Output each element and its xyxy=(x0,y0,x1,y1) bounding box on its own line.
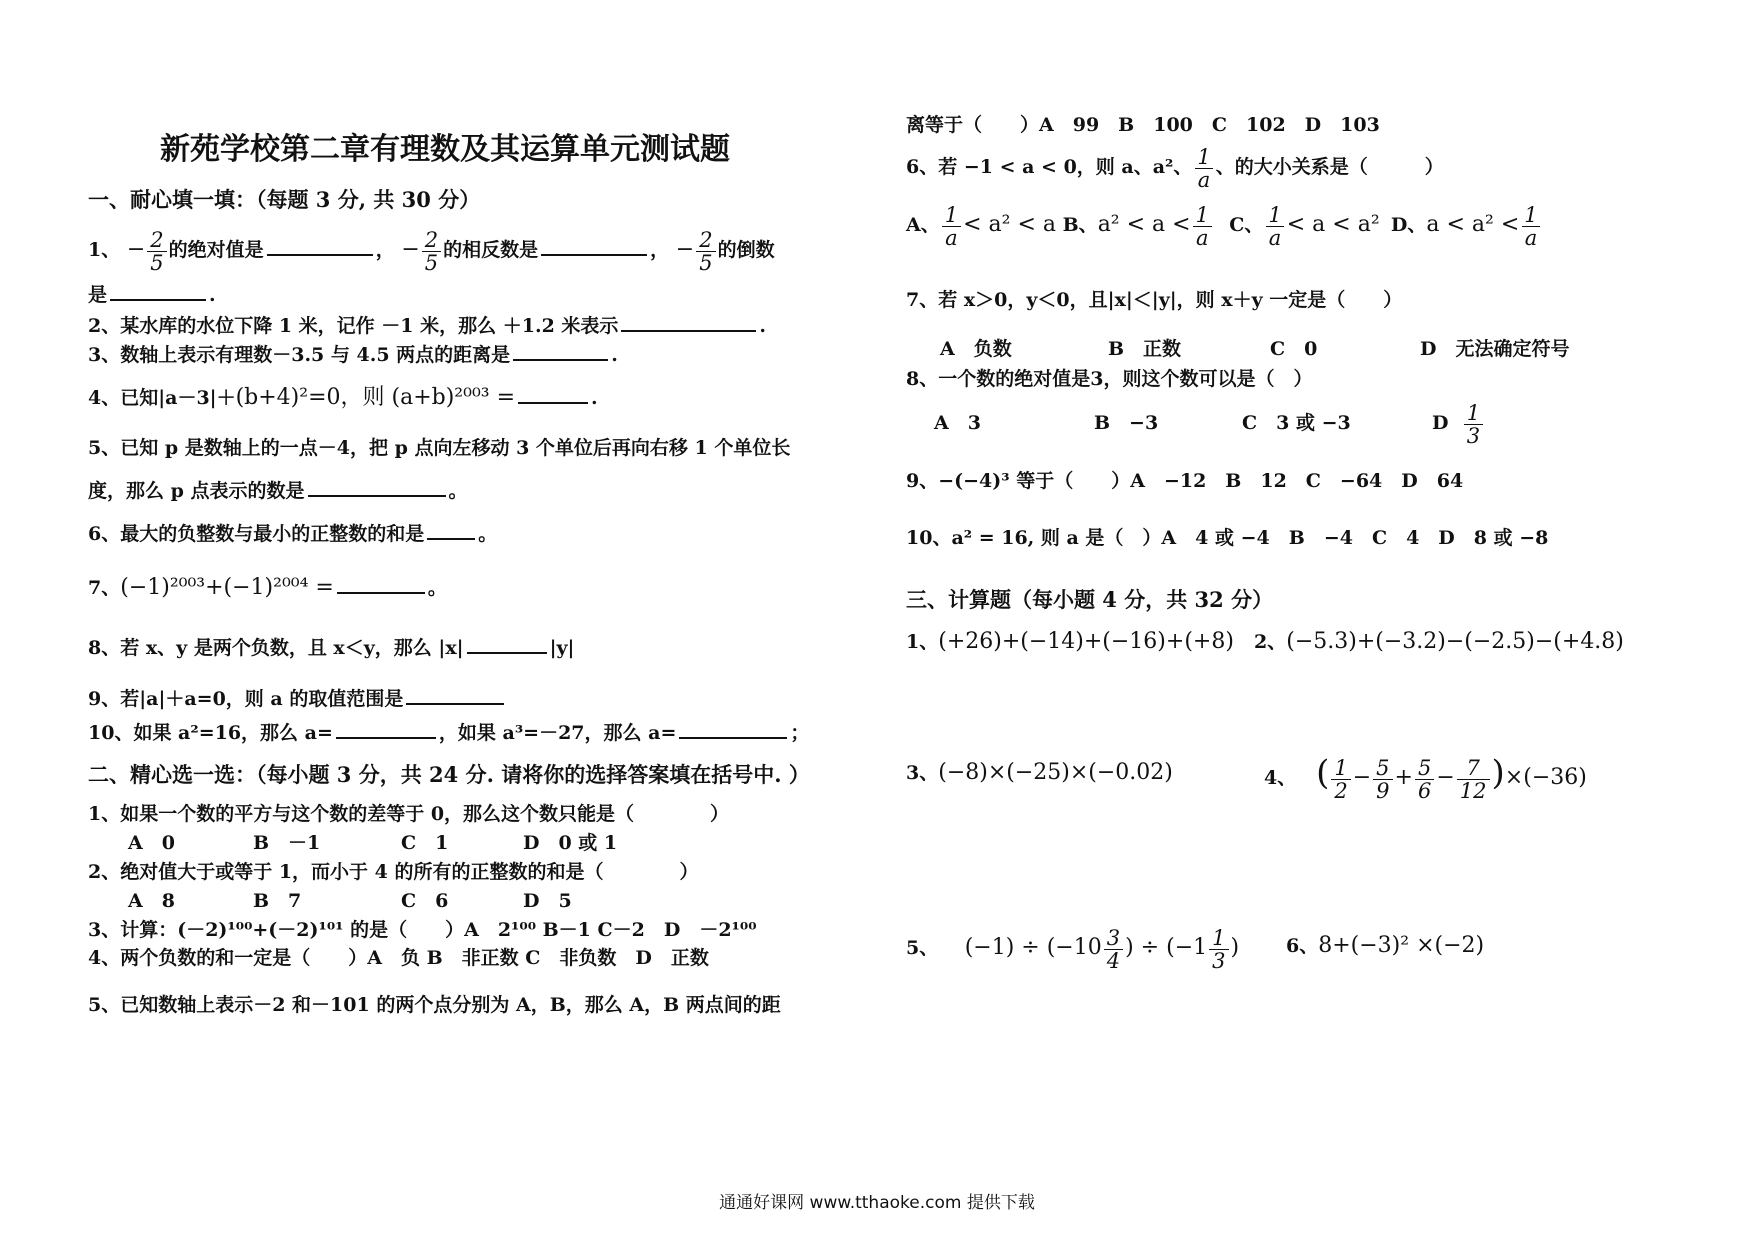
p1-question-5-cont: 度，那么 p 点表示的数是 。 xyxy=(88,477,468,504)
page-title: 新苑学校第二章有理数及其运算单元测试题 xyxy=(160,132,730,167)
p1-question-7: 7、(−1)²⁰⁰³+(−1)²⁰⁰⁴ = 。 xyxy=(88,575,447,600)
p2-question-6-options: A、 $\frac{1}{a}$ < a² < a B、a² < a < $\frac{1}{a}$ C、 $\frac{1}{a}$ < a < a² D、a < a² < $\frac{1}{a}$ xyxy=(906,200,1543,250)
p1-question-1: 1、 − $\frac{2}{5}$ 的绝对值是 ， − $\frac{2}{5}$ 的相反数是 ， − $\frac{2}{5}$ 的倒数 xyxy=(88,227,775,275)
p1-question-5: 5、已知 p 是数轴上的一点－4，把 p 点向左移动 3 个单位后再向右移 1 个单位长 xyxy=(88,437,791,459)
p2-question-6: 6、若 −1 < a < 0，则 a、a²、 $\frac{1}{a}$ 、的大小关系是（ ） xyxy=(906,144,1444,192)
calc-3: 3、(−8)×(−25)×(−0.02) xyxy=(906,760,1173,785)
p2-question-2: 2、绝对值大于或等于 1，而小于 4 的所有的正整数的和是（ ） xyxy=(88,861,699,883)
part3-heading: 三、计算题（每小题 4 分，共 32 分） xyxy=(906,587,1274,612)
p1-question-1-cont: 是 . xyxy=(88,281,216,308)
right-column xyxy=(880,0,1754,1240)
p2-question-5: 5、已知数轴上表示－2 和－101 的两个点分别为 A，B，那么 A，B 两点间的距 xyxy=(88,994,781,1016)
footer-source: 通通好课网 www.tthaoke.com 提供下载 xyxy=(719,1193,1035,1213)
p2-question-4: 4、两个负数的和一定是（ ）A 负 B 非正数 C 非负数 D 正数 xyxy=(88,947,709,969)
calc-2: 2、(−5.3)+(−3.2)−(−2.5)−(+4.8) xyxy=(1254,629,1624,654)
p2-question-5-cont: 离等于（ ）A 99 B 100 C 102 D 103 xyxy=(906,114,1380,136)
p1-question-10: 10、如果 a²=16，那么 a= ，如果 a³=－27，那么 a= ； xyxy=(88,719,809,746)
p2-question-9: 9、−(−4)³ 等于（ ）A −12 B 12 C −64 D 64 xyxy=(906,470,1464,492)
p2-question-7: 7、若 x＞0，y＜0，且|x|＜|y|，则 x＋y 一定是（ ） xyxy=(906,289,1403,311)
calc-1: 1、(+26)+(−14)+(−16)+(+8) xyxy=(906,629,1234,654)
p1-question-6: 6、最大的负整数与最小的正整数的和是 。 xyxy=(88,520,497,547)
p2-question-2-options: A 8 B 7 C 6 D 5 xyxy=(128,890,572,912)
p2-question-3: 3、计算：(－2)¹⁰⁰+(－2)¹⁰¹ 的是（ ）A 2¹⁰⁰ B－1 C－2 D －2¹⁰⁰ xyxy=(88,919,757,941)
part1-heading: 一、耐心填一填：（每题 3 分, 共 30 分） xyxy=(88,187,481,212)
p1-question-8: 8、若 x、y 是两个负数，且 x＜y，那么 |x| |y| xyxy=(88,634,574,661)
calc-5: 5、 (−1) ÷ (−10 $\frac{3}{4}$ ) ÷ (−1 $\frac{1}{3}$ ) xyxy=(906,925,1240,973)
p1-question-2: 2、某水库的水位下降 1 米，记作 －1 米，那么 ＋1.2 米表示 . xyxy=(88,312,766,339)
p2-question-1: 1、如果一个数的平方与这个数的差等于 0，那么这个数只能是（ ） xyxy=(88,803,730,825)
calc-4: 4、 ( $\frac{1}{2}$ − $\frac{5}{9}$ + $\frac{5}{6}$ − $\frac{7}{12}$ )×(−36) xyxy=(1264,753,1587,803)
p2-question-10: 10、a² = 16, 则 a 是（ ）A 4 或 −4 B −4 C 4 D 8 或 −8 xyxy=(906,527,1549,549)
p2-question-7-options: A 负数 B 正数 C 0 D 无法确定符号 xyxy=(940,338,1570,360)
p1-question-9: 9、若|a|＋a=0，则 a 的取值范围是 xyxy=(88,685,507,712)
p2-question-8: 8、一个数的绝对值是3，则这个数可以是（ ） xyxy=(906,368,1313,390)
calc-6: 6、8+(−3)² ×(−2) xyxy=(1286,933,1485,958)
p1-question-4: 4、已知|a－3|＋(b+4)²=0，则 (a+b)²⁰⁰³ = . xyxy=(88,385,598,410)
p2-question-1-options: A 0 B －1 C 1 D 0 或 1 xyxy=(128,832,618,854)
part2-heading: 二、精心选一选：（每小题 3 分，共 24 分. 请将你的选择答案填在括号中. ） xyxy=(88,762,810,787)
p2-question-8-options: A 3 B −3 C 3 或 −3 D $\frac{1}{3}$ xyxy=(934,398,1485,448)
fraction: $\frac{2}{5}$ xyxy=(147,229,166,274)
p1-question-3: 3、数轴上表示有理数－3.5 与 4.5 两点的距离是 . xyxy=(88,341,618,368)
